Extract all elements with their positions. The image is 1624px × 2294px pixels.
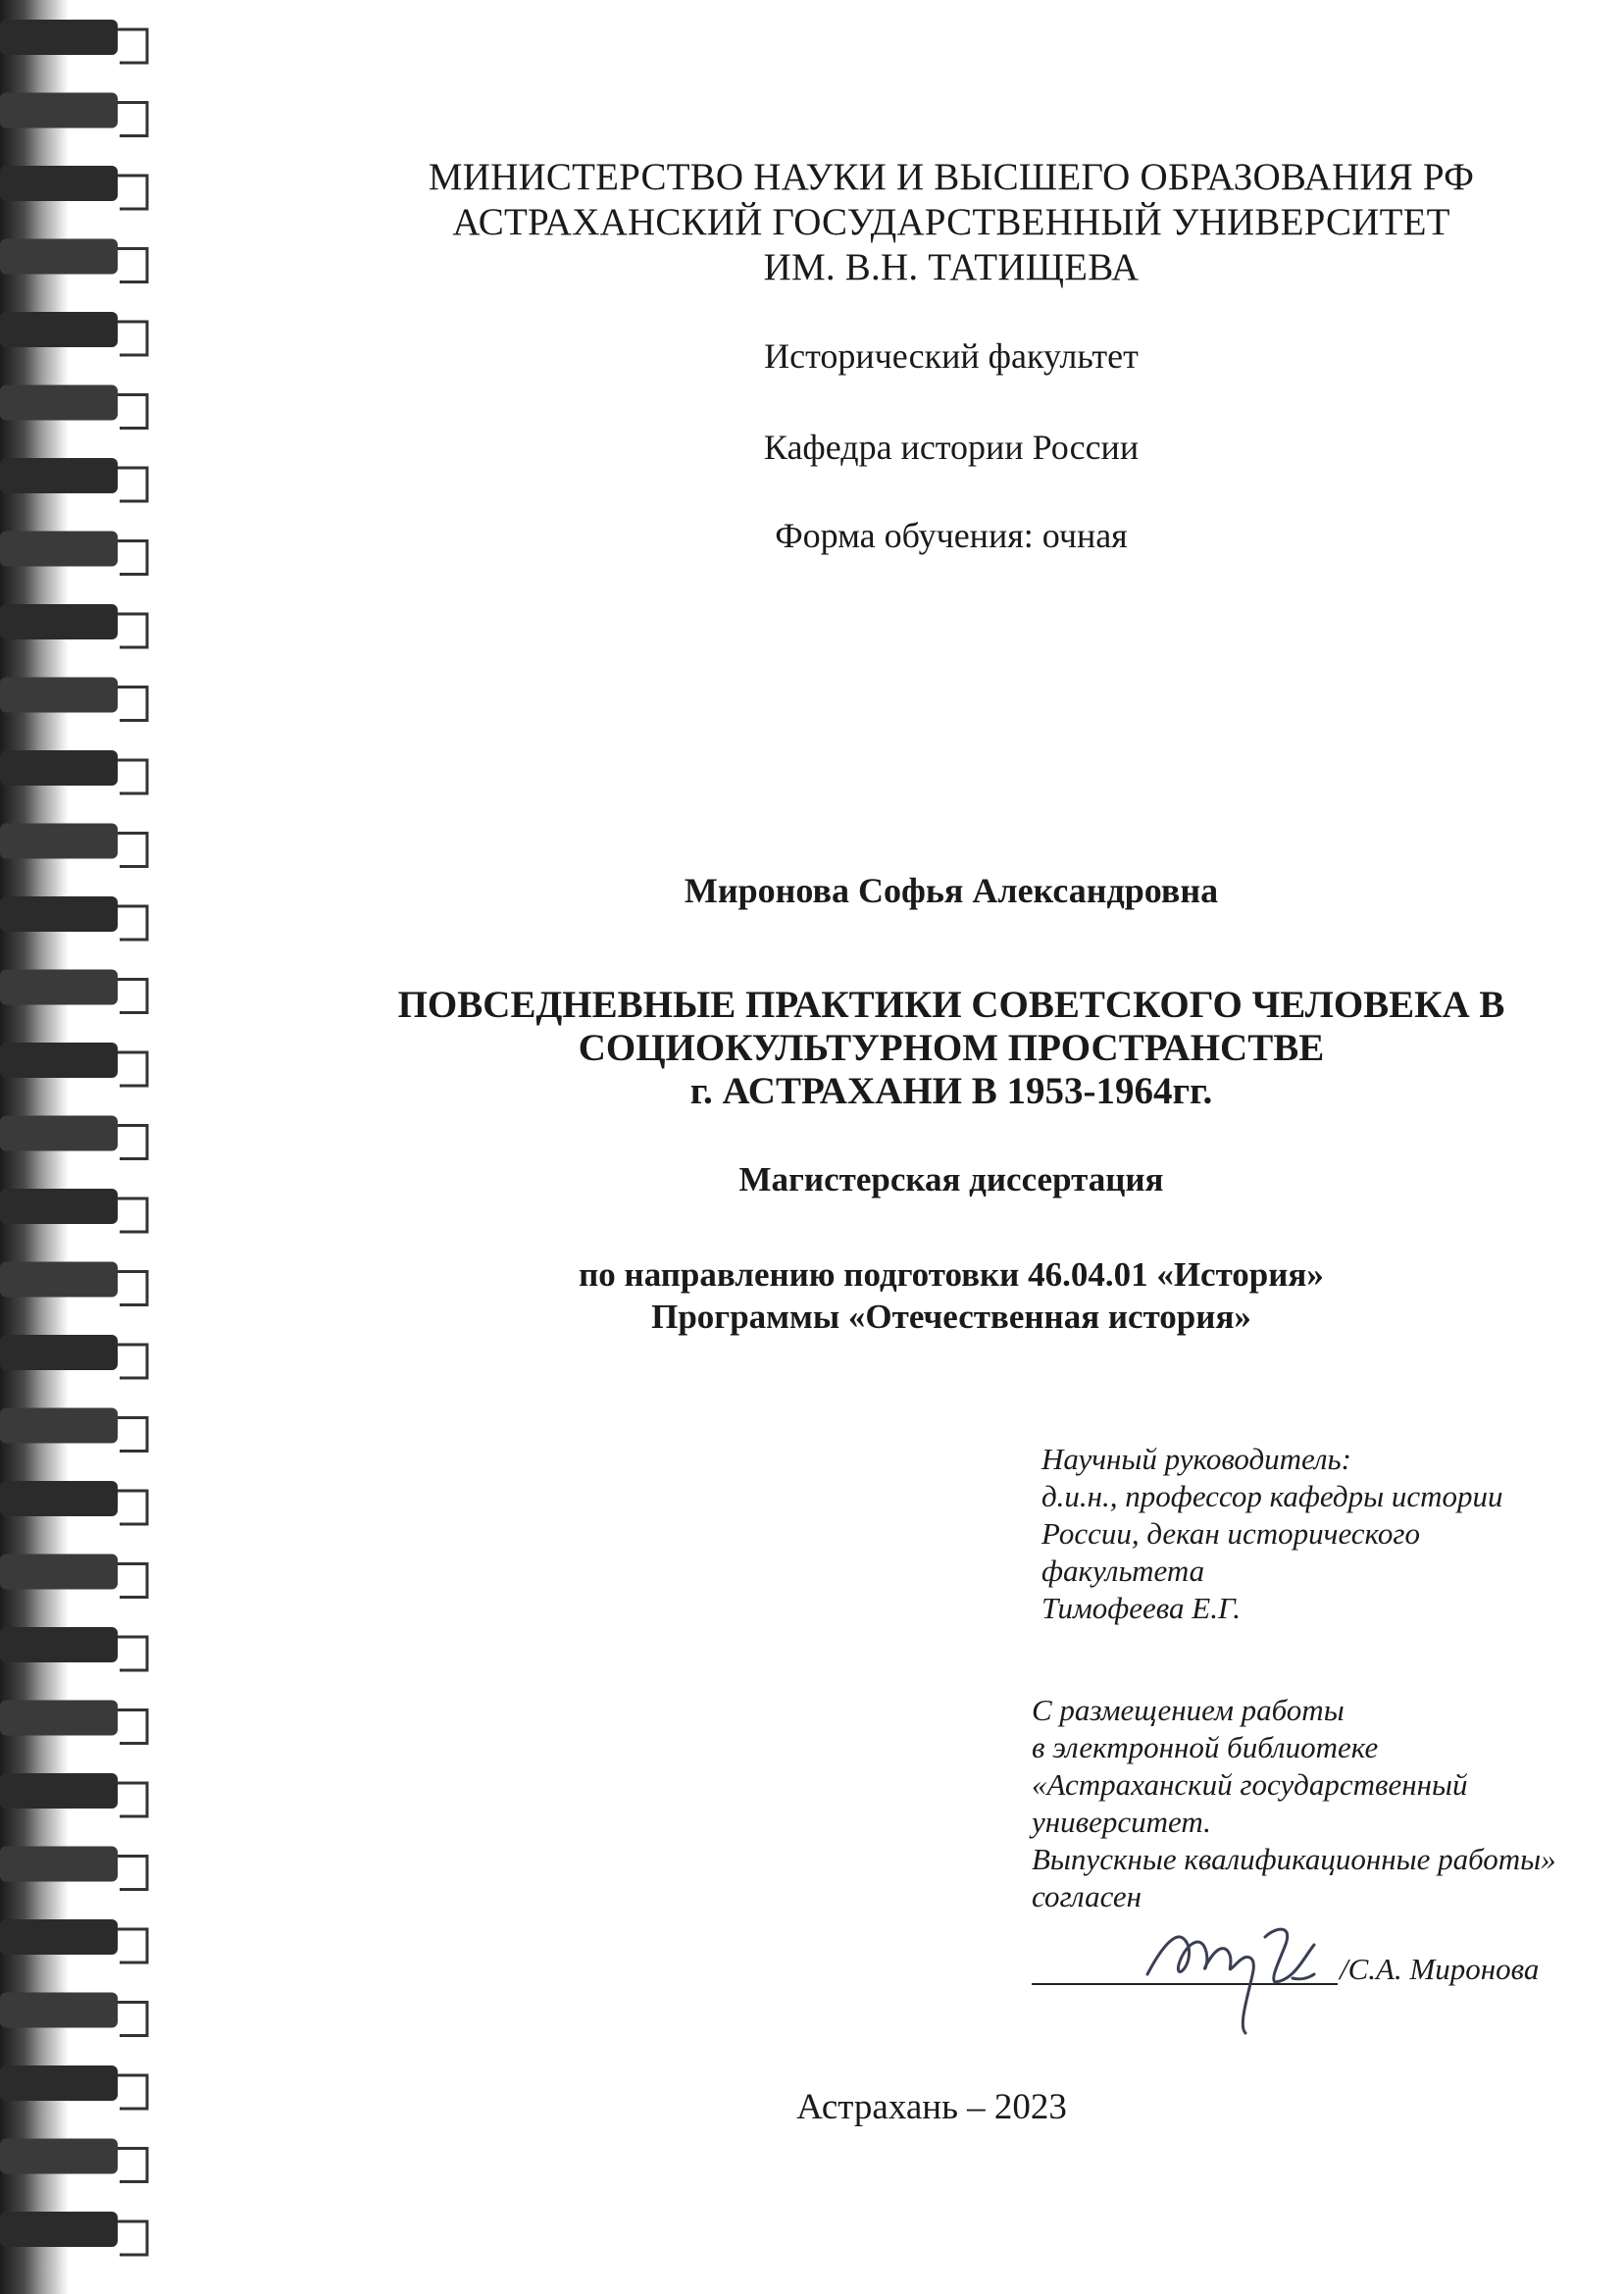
binding-hole — [118, 249, 147, 282]
binding-loop — [0, 750, 118, 786]
binding-hole — [118, 176, 147, 209]
consent-line-5: Выпускные квалификационные работы» — [1032, 1842, 1556, 1876]
binding-hole — [118, 2149, 147, 2182]
direction-line-2: Программы «Отечественная история» — [651, 1298, 1251, 1336]
binding-loop — [0, 2139, 118, 2174]
binding-hole — [118, 980, 147, 1013]
consent-line-4: университет. — [1032, 1805, 1211, 1839]
signer-name: /С.А. Миронова — [1340, 1952, 1540, 1986]
binding-hole — [118, 834, 147, 867]
binding-hole — [118, 1857, 147, 1890]
binding-loop — [0, 2065, 118, 2101]
binding-hole — [118, 29, 147, 63]
ministry-header — [294, 155, 1608, 290]
binding-hole — [118, 906, 147, 940]
binding-loop — [0, 1481, 118, 1516]
binding-loop — [0, 239, 118, 275]
header-line-1: МИНИСТЕРСТВО НАУКИ И ВЫСШЕГО ОБРАЗОВАНИЯ РФ — [428, 156, 1475, 198]
binding-hole — [118, 760, 147, 793]
binding-hole — [118, 614, 147, 647]
binding-hole — [118, 1198, 147, 1232]
author-name: Миронова Софья Александровна — [684, 871, 1219, 910]
header-line-3: ИМ. В.Н. ТАТИЩЕВА — [763, 246, 1140, 288]
supervisor-line-4: факультета — [1041, 1554, 1205, 1588]
binding-loop — [0, 1043, 118, 1078]
binding-hole — [118, 1564, 147, 1598]
binding-loop — [0, 1919, 118, 1955]
binding-loop — [0, 678, 118, 713]
binding-hole — [118, 322, 147, 355]
binding-loop — [0, 1993, 118, 2028]
binding-loop — [0, 1773, 118, 1809]
binding-hole — [118, 468, 147, 501]
binding-hole — [118, 1710, 147, 1744]
binding-loop — [0, 1701, 118, 1736]
binding-loop — [0, 1116, 118, 1151]
binding-hole — [118, 2003, 147, 2036]
binding-loop — [0, 896, 118, 932]
binding-hole — [118, 2221, 147, 2255]
binding-loop — [0, 1627, 118, 1662]
study-direction — [294, 1253, 1608, 1338]
title-line-1: ПОВСЕДНЕВНЫЕ ПРАКТИКИ СОВЕТСКОГО ЧЕЛОВЕКА В — [397, 984, 1505, 1026]
binding-loop — [0, 1335, 118, 1370]
binding-loop — [0, 604, 118, 639]
binding-loop — [0, 1408, 118, 1444]
binding-hole — [118, 1126, 147, 1159]
consent-line-2: в электронной библиотеке — [1032, 1730, 1379, 1764]
consent-block — [1032, 1692, 1581, 1915]
binding-hole — [118, 1637, 147, 1670]
binding-hole — [118, 395, 147, 429]
header-line-2: АСТРАХАНСКИЙ ГОСУДАРСТВЕННЫЙ УНИВЕРСИТЕТ — [452, 201, 1450, 243]
supervisor-line-3: России, декан исторического — [1041, 1516, 1420, 1551]
consent-line-3: «Астраханский государственный — [1032, 1767, 1468, 1802]
title-line-3: г. АСТРАХАНИ В 1953-1964гг. — [689, 1070, 1213, 1112]
title-line-2: СОЦИОКУЛЬТУРНОМ ПРОСТРАНСТВЕ — [578, 1027, 1325, 1069]
binding-hole — [118, 1345, 147, 1378]
department: Кафедра истории России — [763, 428, 1140, 467]
handwritten-signature — [1128, 1898, 1353, 2045]
supervisor-line-5: Тимофеева Е.Г. — [1041, 1591, 1242, 1625]
spiral-binding — [0, 0, 167, 2294]
binding-loop — [0, 93, 118, 128]
supervisor-line-1: Научный руководитель: — [1041, 1442, 1351, 1476]
binding-hole — [118, 1783, 147, 1816]
city-year: Астрахань – 2023 — [796, 2087, 1067, 2127]
binding-hole — [118, 1929, 147, 1963]
consent-line-1: С размещением работы — [1032, 1693, 1345, 1727]
binding-hole — [118, 688, 147, 721]
binding-loop — [0, 1189, 118, 1224]
supervisor-block — [1041, 1441, 1591, 1627]
binding-hole — [118, 1491, 147, 1524]
binding-hole — [118, 1418, 147, 1452]
binding-loop — [0, 1847, 118, 1882]
binding-hole — [118, 541, 147, 575]
binding-hole — [118, 1272, 147, 1305]
binding-loop — [0, 1262, 118, 1298]
binding-loop — [0, 312, 118, 347]
binding-loop — [0, 20, 118, 55]
supervisor-line-2: д.и.н., профессор кафедры истории — [1041, 1479, 1503, 1513]
study-form: Форма обучения: очная — [775, 516, 1128, 555]
binding-hole — [118, 1052, 147, 1086]
binding-loop — [0, 824, 118, 859]
thesis-title — [294, 984, 1608, 1113]
binding-hole — [118, 2075, 147, 2109]
binding-loop — [0, 385, 118, 421]
work-type: Магистерская диссертация — [738, 1160, 1164, 1198]
consent-line-6: согласен — [1032, 1879, 1142, 1913]
binding-loop — [0, 532, 118, 567]
direction-line-1: по направлению подготовки 46.04.01 «История» — [579, 1255, 1324, 1294]
binding-hole — [118, 103, 147, 136]
binding-loop — [0, 458, 118, 493]
binding-loop — [0, 166, 118, 201]
binding-loop — [0, 970, 118, 1005]
faculty: Исторический факультет — [764, 336, 1139, 376]
binding-loop — [0, 2212, 118, 2247]
binding-loop — [0, 1555, 118, 1590]
